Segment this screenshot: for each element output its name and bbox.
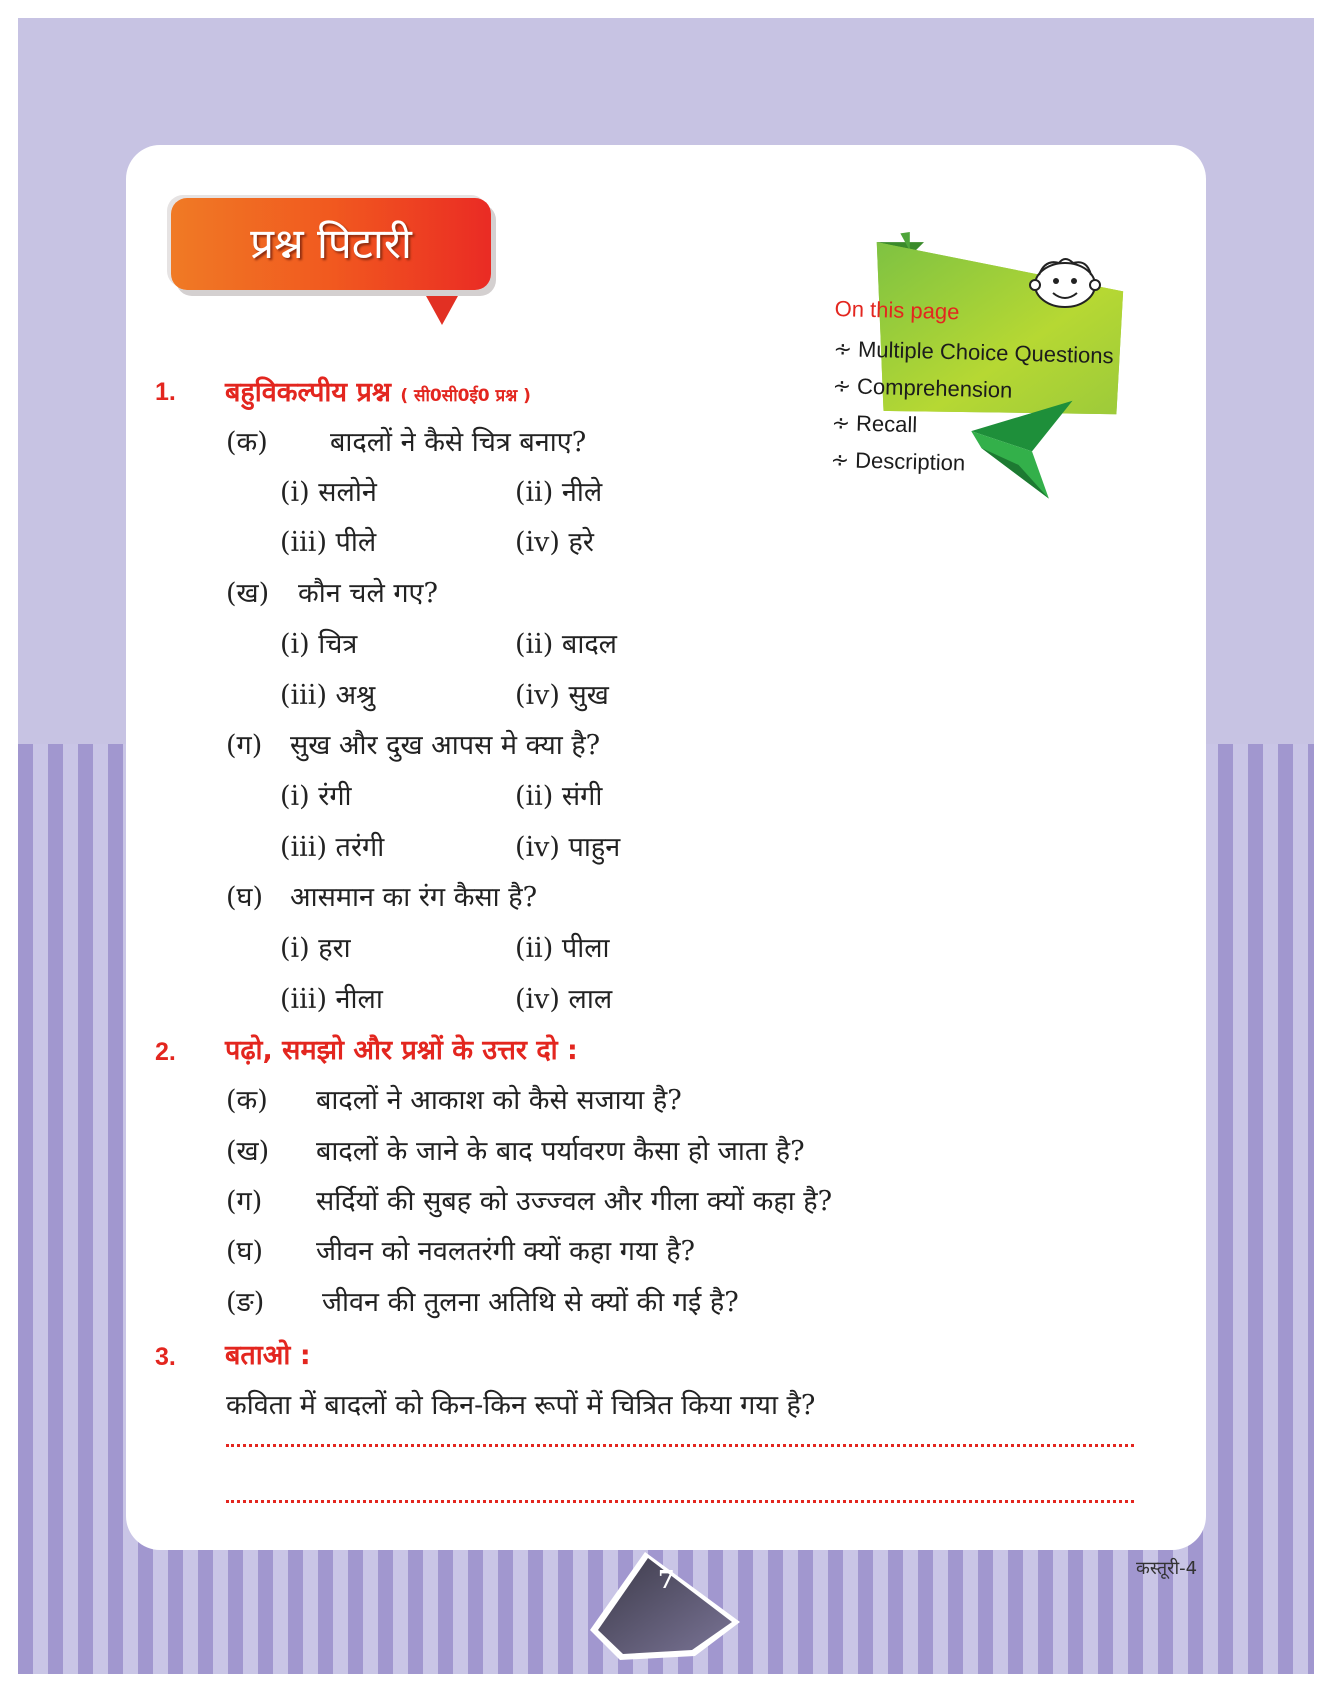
answer-line[interactable] <box>226 1500 1134 1503</box>
question-label: (ग) <box>226 730 263 761</box>
question-text: बादलों ने आकाश को कैसे सजाया है? <box>316 1085 682 1116</box>
bullet-icon: ∻ <box>830 446 850 473</box>
option: (ii) नीले <box>515 477 603 508</box>
section-number: 3. <box>155 1343 176 1371</box>
option: (iii) पीले <box>280 527 377 558</box>
option: (iv) हरे <box>515 527 594 558</box>
question-text: बादलों ने कैसे चित्र बनाए? <box>330 427 587 458</box>
on-this-page-box <box>830 296 1195 487</box>
section-subtitle: ( सी0सी0ई0 प्रश्न ) <box>400 386 531 406</box>
bullet-icon: ∻ <box>832 372 852 399</box>
question-label: (क) <box>226 427 268 458</box>
section-title-text: बहुविकल्पीय प्रश्न <box>225 377 391 408</box>
question-text: कौन चले गए? <box>298 578 438 609</box>
bullet-icon: ∻ <box>831 409 851 436</box>
option: (iii) तरंगी <box>280 832 385 863</box>
question-text: सुख और दुख आपस मे क्या है? <box>290 730 601 761</box>
question-label: (घ) <box>226 1236 264 1267</box>
option: (i) हरा <box>280 933 351 964</box>
speech-bubble-tail <box>420 285 464 325</box>
question-label: (ग) <box>226 1186 263 1217</box>
page-number-badge <box>590 1550 750 1660</box>
option: (i) सलोने <box>280 477 377 508</box>
info-heading: On this page <box>834 296 960 325</box>
option: (iv) पाहुन <box>515 832 621 863</box>
section-title: बताओ : <box>225 1340 311 1371</box>
info-item-label: Description <box>854 447 966 476</box>
title-banner <box>171 198 491 290</box>
option: (i) चित्र <box>280 629 358 660</box>
question-text: जीवन को नवलतरंगी क्यों कहा गया है? <box>316 1236 696 1267</box>
page-number: 7 <box>658 1565 675 1594</box>
section-number: 1. <box>155 378 176 406</box>
bullet-icon: ∻ <box>833 335 853 362</box>
question-text: आसमान का रंग कैसा है? <box>290 882 538 913</box>
question-label: (क) <box>226 1085 268 1116</box>
book-label: कस्तूरी-4 <box>1136 1558 1198 1579</box>
option: (i) रंगी <box>280 781 352 812</box>
question-label: (घ) <box>226 882 264 913</box>
info-item-label: Comprehension <box>856 373 1013 403</box>
section-number: 2. <box>155 1038 176 1066</box>
section-title: पढ़ो, समझो और प्रश्नों के उत्तर दो : <box>225 1035 578 1066</box>
option: (iii) नीला <box>280 984 383 1015</box>
section-title <box>225 372 531 409</box>
question-text: बादलों के जाने के बाद पर्यावरण कैसा हो जाता है? <box>316 1136 805 1167</box>
option: (ii) पीला <box>515 933 610 964</box>
page-title: प्रश्न पिटारी <box>250 219 412 268</box>
question-text: सर्दियों की सुबह को उज्ज्वल और गीला क्यों कहा है? <box>316 1186 833 1217</box>
info-item-label: Multiple Choice Questions <box>857 336 1114 369</box>
option: (ii) बादल <box>515 629 617 660</box>
option: (iv) लाल <box>515 984 613 1015</box>
question-label: (ङ) <box>226 1287 265 1318</box>
option: (iv) सुख <box>515 680 609 711</box>
question-text: जीवन की तुलना अतिथि से क्यों की गई है? <box>322 1287 739 1318</box>
question-label: (ख) <box>226 1136 270 1167</box>
option: (iii) अश्रु <box>280 680 376 711</box>
answer-line[interactable] <box>226 1444 1134 1447</box>
info-item-label: Recall <box>855 410 918 438</box>
option: (ii) संगी <box>515 781 603 812</box>
question-text: कविता में बादलों को किन-किन रूपों में चित्रित किया गया है? <box>226 1390 816 1421</box>
question-label: (ख) <box>226 578 270 609</box>
